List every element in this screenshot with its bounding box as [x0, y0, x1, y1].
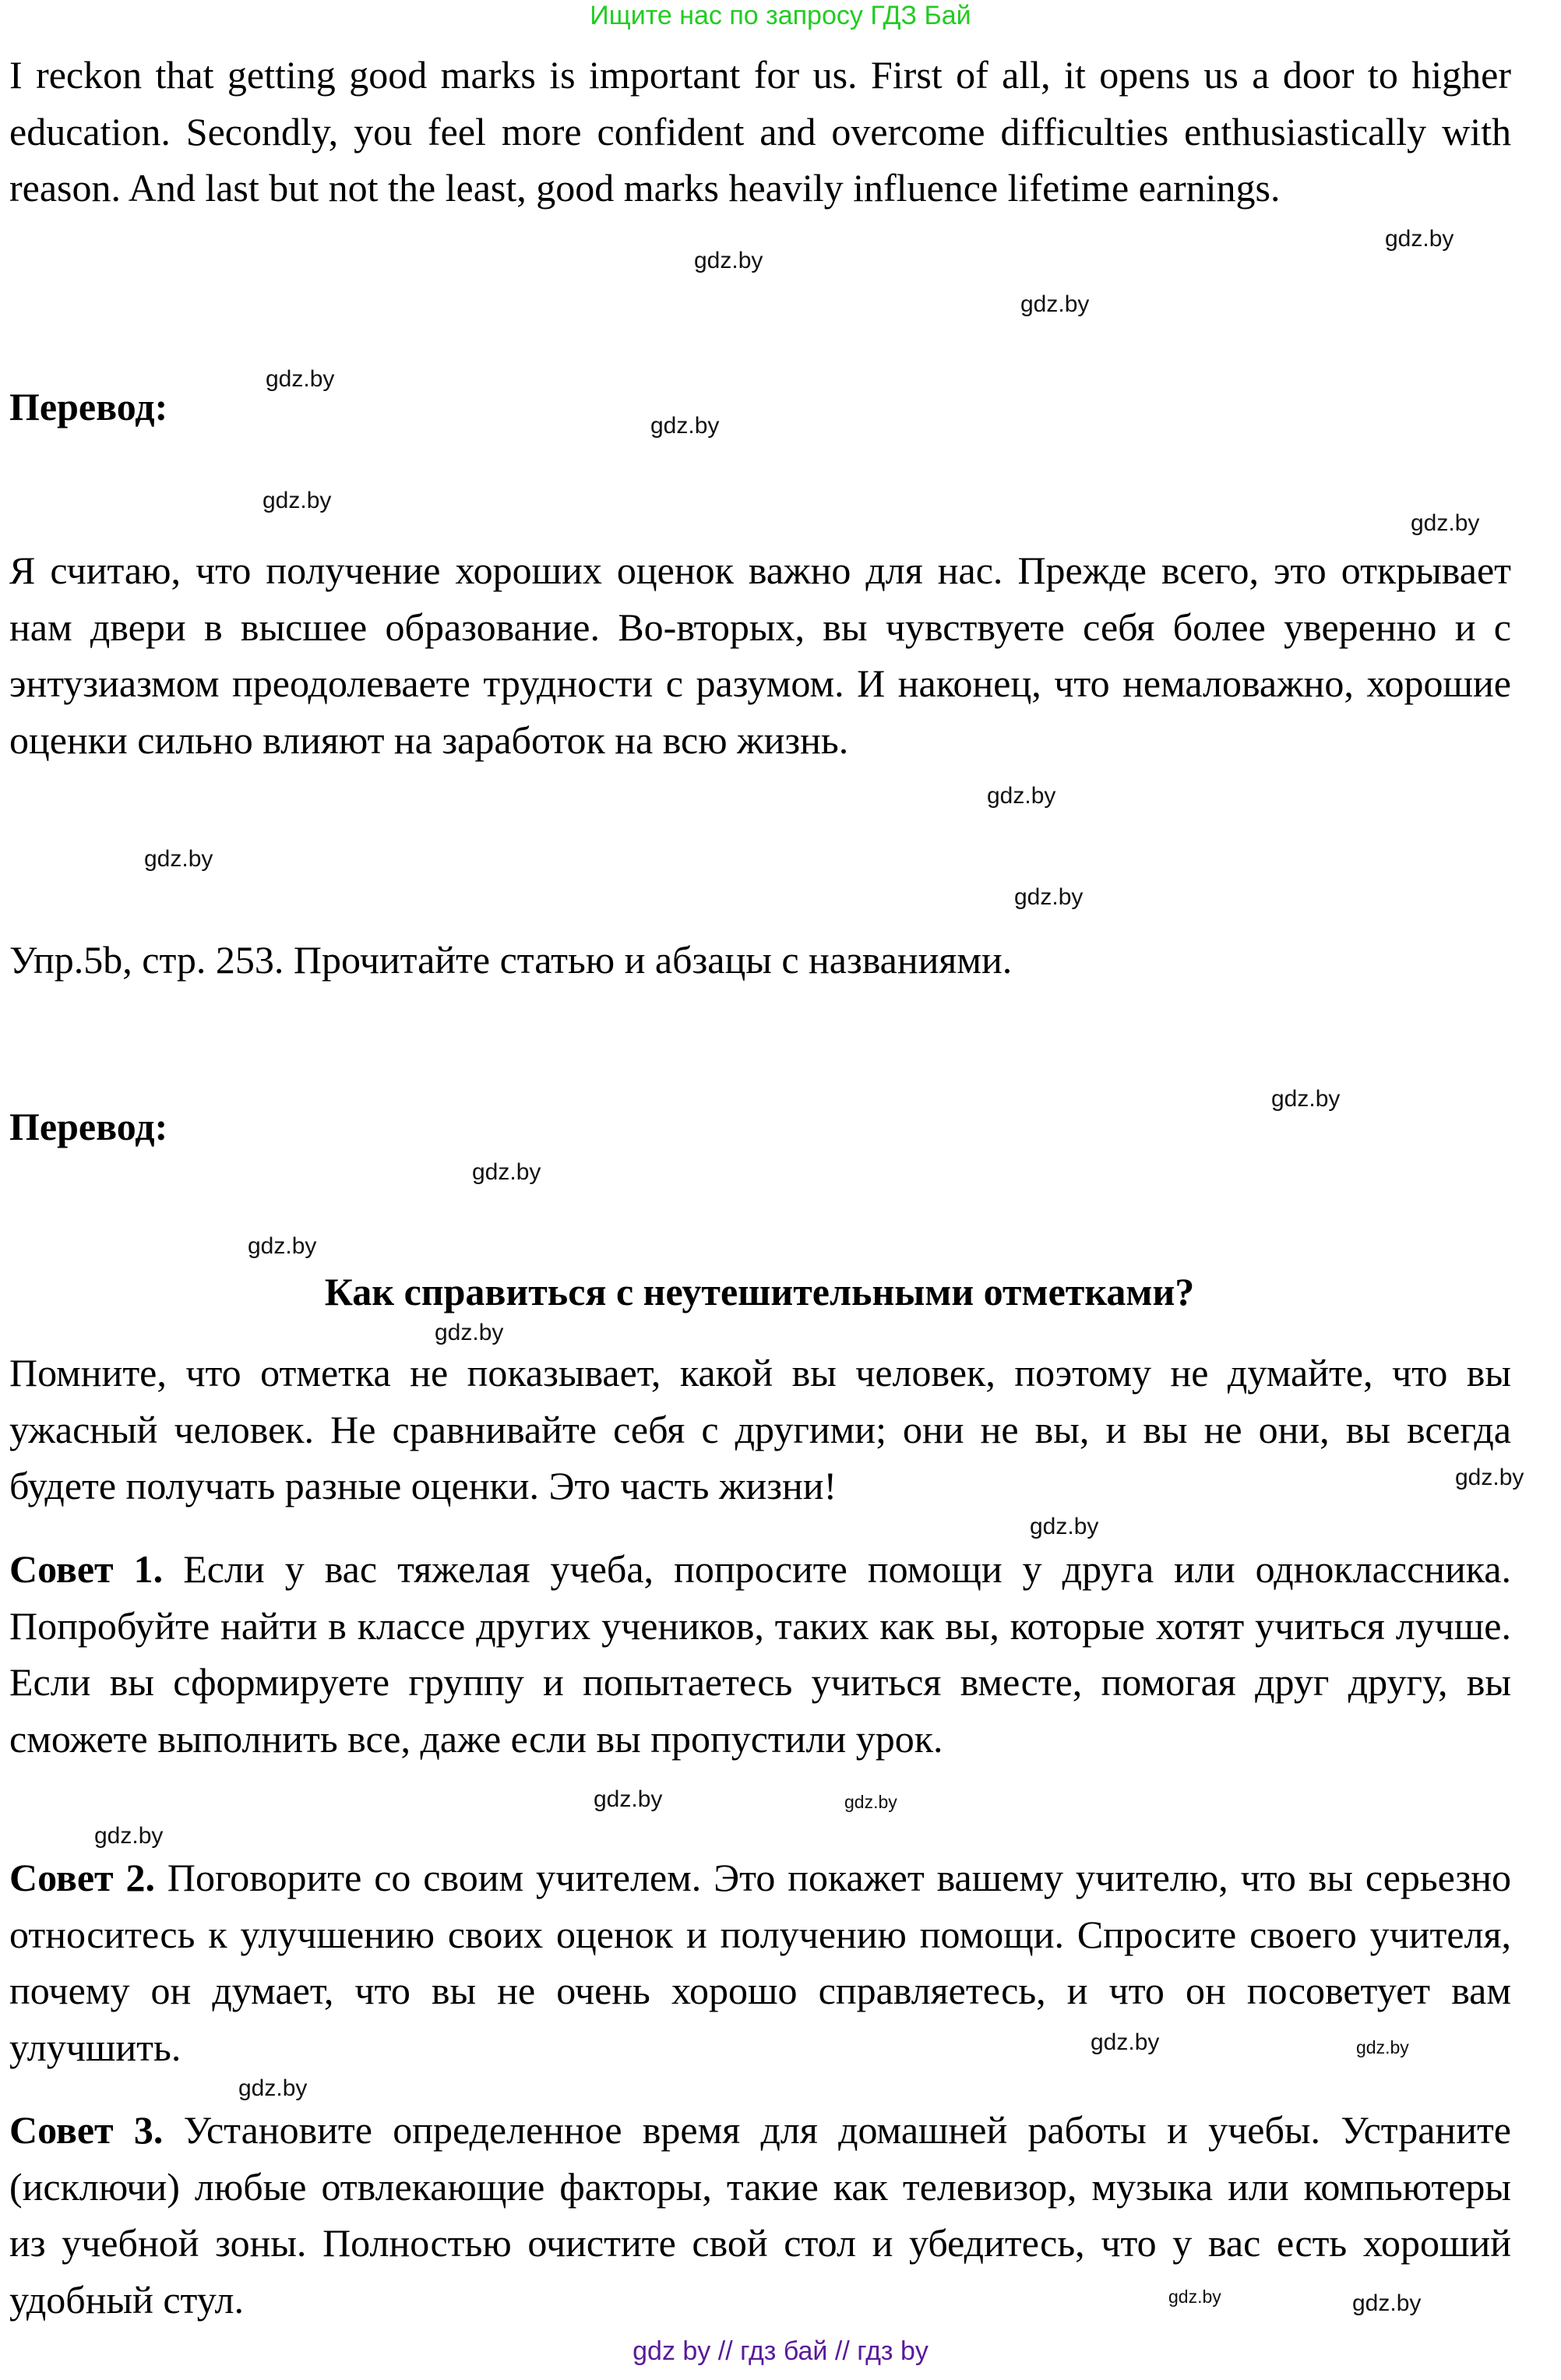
watermark: gdz.by: [1455, 1465, 1524, 1490]
footer-links[interactable]: gdz by // гдз бай // гдз by: [633, 2336, 928, 2366]
tip-1: [9, 1541, 1511, 1767]
watermark: gdz.by: [238, 2075, 308, 2101]
watermark: gdz.by: [844, 1792, 897, 1812]
promo-banner: Ищите нас по запросу ГДЗ Бай: [590, 1, 971, 30]
tip-2: [9, 1849, 1511, 2075]
watermark: gdz.by: [1014, 884, 1084, 910]
watermark: gdz.by: [694, 248, 763, 273]
article-intro: Помните, что отметка не показывает, какой вы человек, поэтому не думайте, что вы ужасный человек. Не сравнивайте себя с другими; они не вы, и вы не они, вы всегда будете получать разные оценки. Это часть жизни!: [9, 1351, 1511, 1507]
watermark: gdz.by: [144, 846, 213, 872]
tip-label: Совет 3.: [9, 2108, 164, 2152]
tip-text: Поговорите со своим учителем. Это покажет вашему учителю, что вы серьезно относитесь к улучшению своих оценок и получению помощи. Спросите своего учителя, почему он думает, что вы не очень хорошо справляетесь, и что он посоветует вам улучшить.: [9, 1856, 1511, 2069]
watermark: gdz.by: [1168, 2287, 1221, 2307]
tip-text: Установите определенное время для домашней работы и учебы. Устраните (исключи) любые отвлекающие факторы, такие как телевизор, музыка или компьютеры из учебной зоны. Полностью очистите свой стол и убедитесь, что у вас есть хороший удобный стул.: [9, 2108, 1511, 2322]
watermark: gdz.by: [248, 1233, 317, 1259]
watermark: gdz.by: [472, 1159, 541, 1185]
watermark: gdz.by: [1271, 1086, 1341, 1112]
tip-label: Совет 2.: [9, 1856, 156, 1899]
watermark: gdz.by: [266, 366, 335, 392]
watermark: gdz.by: [1356, 2037, 1409, 2057]
watermark: gdz.by: [1020, 291, 1090, 317]
watermark: gdz.by: [650, 413, 720, 439]
tip-3: [9, 2102, 1511, 2328]
tip-text: Если у вас тяжелая учеба, попросите помощи у друга или одноклассника. Попробуйте найти в классе других учеников, таких как вы, которые хотят учиться лучше. Если вы сформируете группу и попытаетесь учиться вместе, помогая друг другу, вы сможете выполнить все, даже если вы пропустили урок.: [9, 1547, 1512, 1761]
exercise-instruction: Упр.5b, стр. 253. Прочитайте статью и абзацы с названиями.: [9, 938, 1013, 982]
watermark: gdz.by: [1385, 226, 1454, 252]
watermark: gdz.by: [1091, 2029, 1160, 2055]
article-title: Как справиться с неутешительными отметками?: [324, 1270, 1195, 1313]
english-paragraph: I reckon that getting good marks is important for us. First of all, it opens us a door to higher education. Secondly, you feel more confident and overcome difficulties enthusiastically with reason. And last but not the least, good marks heavily influence lifetime earnings.: [9, 53, 1511, 210]
watermark: gdz.by: [1352, 2290, 1422, 2316]
watermark: gdz.by: [987, 783, 1056, 809]
tip-label: Совет 1.: [9, 1547, 164, 1591]
translation-heading: Перевод:: [9, 1105, 168, 1148]
watermark: gdz.by: [94, 1823, 164, 1849]
watermark: gdz.by: [263, 488, 332, 513]
watermark: gdz.by: [594, 1786, 663, 1812]
russian-paragraph: Я считаю, что получение хороших оценок важно для нас. Прежде всего, это открывает нам двери в высшее образование. Во-вторых, вы чувствуете себя более уверенно и с энтузиазмом преодолеваете трудности с разумом. И наконец, что немаловажно, хорошие оценки сильно влияют на заработок на всю жизнь.: [9, 548, 1511, 762]
watermark: gdz.by: [435, 1320, 504, 1345]
translation-heading: Перевод:: [9, 385, 168, 428]
watermark: gdz.by: [1411, 510, 1480, 536]
watermark: gdz.by: [1030, 1514, 1099, 1539]
